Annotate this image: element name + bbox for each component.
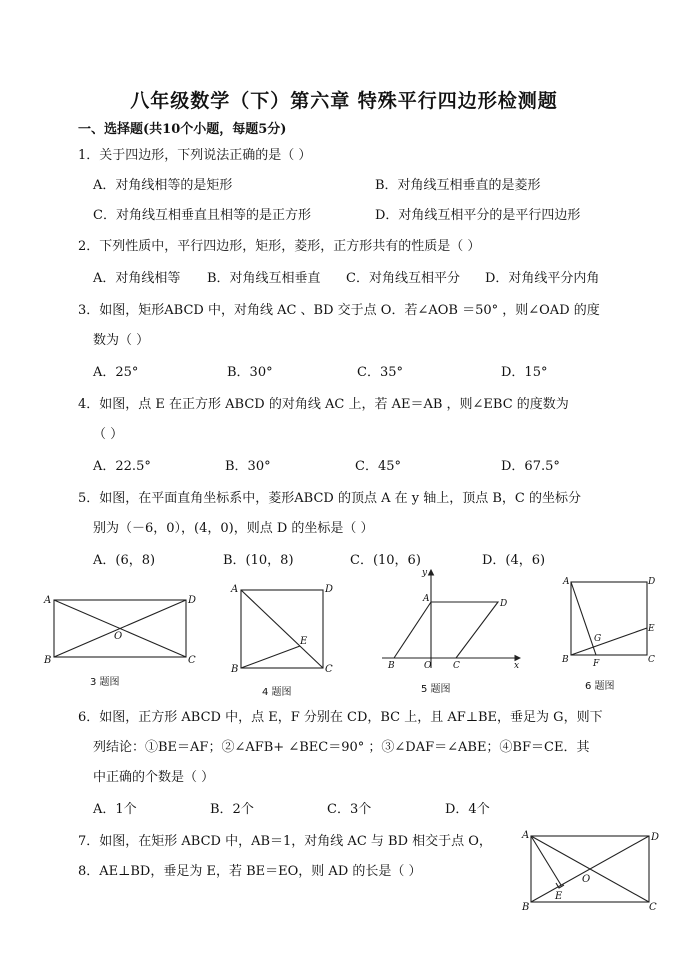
q3-option-b: B．30° — [227, 365, 273, 380]
q5-option-c: C．(10，6) — [350, 553, 421, 568]
q1-option-d: D．对角线互相平分的是平行四边形 — [375, 208, 581, 223]
q1-option-a: A．对角线相等的是矩形 — [93, 178, 233, 193]
q6-option-b: B．2个 — [210, 802, 254, 817]
q2-option-a: A．对角线相等 — [93, 271, 181, 286]
figure-5-caption: 5 题图 — [421, 684, 451, 695]
q6-option-a: A．1个 — [93, 802, 137, 817]
fig6-label-f: F — [593, 659, 600, 669]
q4-option-d: D．67.5° — [501, 459, 560, 474]
q2-stem: 2．下列性质中，平行四边形，矩形，菱形，正方形共有的性质是（ ） — [78, 239, 481, 254]
fig7-label-a: A — [522, 830, 530, 841]
fig6-label-e: E — [648, 624, 655, 634]
fig6-label-g: G — [594, 634, 602, 644]
fig6-label-a: A — [563, 577, 570, 587]
q5-stem-line2: 别为（－6，0），(4，0)，则点 D 的坐标是（ ） — [93, 521, 374, 536]
fig3-label-d: D — [188, 595, 197, 606]
figure-6-caption: 6 题图 — [585, 681, 615, 692]
q3-stem-line1: 3．如图，矩形ABCD 中，对角线 AC 、BD 交于点 O．若∠AOB ＝50° ，则∠OAD 的度 — [78, 303, 600, 318]
q2-option-b: B．对角线互相垂直 — [207, 271, 321, 286]
fig7-label-e: E — [555, 891, 563, 902]
q6-option-c: C．3个 — [327, 802, 372, 817]
fig4-label-b: B — [231, 664, 239, 675]
fig5-label-d: D — [500, 599, 508, 609]
fig3-label-b: B — [44, 655, 52, 666]
fig5-label-x: x — [514, 661, 520, 671]
fig5-label-o: O — [424, 661, 432, 671]
fig5-label-a: A — [423, 594, 430, 604]
q2-option-d: D．对角线平分内角 — [485, 271, 600, 286]
fig4-label-a: A — [231, 584, 239, 595]
q3-option-d: D．15° — [501, 365, 548, 380]
q4-stem-line2: （ ） — [93, 427, 124, 442]
figure-3-rectangle — [40, 588, 200, 668]
q6-stem-line2: 列结论：①BE＝AF；②∠AFB+ ∠BEC＝90° ；③∠DAF＝∠ABE；④BF＝CE．其 — [93, 740, 590, 755]
q4-stem-line1: 4．如图，点 E 在正方形 ABCD 的对角线 AC 上，若 AE＝AB ，则∠EBC 的度数为 — [78, 397, 569, 412]
q3-option-a: A．25° — [93, 365, 139, 380]
fig3-label-o: O — [114, 631, 123, 642]
q6-option-d: D．4个 — [445, 802, 490, 817]
fig3-label-a: A — [44, 595, 52, 606]
q3-stem-line2: 数为（ ） — [93, 333, 150, 348]
q1-stem: 1．关于四边形，下列说法正确的是（ ） — [78, 148, 312, 163]
fig4-label-c: C — [325, 664, 333, 675]
figure-7-rectangle — [515, 826, 660, 914]
figure-3-caption: 3 题图 — [90, 677, 120, 688]
q6-stem-line3: 中正确的个数是（ ） — [93, 770, 215, 785]
page-title: 八年级数学（下）第六章 特殊平行四边形检测题 — [130, 90, 558, 112]
q6-stem-line1: 6．如图，正方形 ABCD 中，点 E，F 分别在 CD，BC 上，且 AF⊥BE，垂足为 G，则下 — [78, 710, 603, 725]
fig7-label-d: D — [651, 832, 660, 843]
fig5-label-b: B — [388, 661, 395, 671]
q1-option-b: B．对角线互相垂直的是菱形 — [375, 178, 541, 193]
fig6-label-b: B — [562, 655, 569, 665]
q5-option-a: A．(6，8) — [93, 553, 156, 568]
q5-option-d: D．(4，6) — [482, 553, 546, 568]
figure-4-square — [226, 580, 336, 675]
fig4-label-e: E — [300, 636, 308, 647]
q4-option-a: A．22.5° — [93, 459, 151, 474]
q3-option-c: C．35° — [357, 365, 403, 380]
q4-option-c: C．45° — [355, 459, 401, 474]
q4-option-b: B．30° — [225, 459, 271, 474]
fig5-label-y: y — [422, 568, 428, 578]
q5-stem-line1: 5．如图，在平面直角坐标系中，菱形ABCD 的顶点 A 在 y 轴上，顶点 B，C 的坐标分 — [78, 491, 581, 506]
q5-option-b: B．(10，8) — [223, 553, 294, 568]
q2-option-c: C．对角线互相平分 — [346, 271, 460, 286]
section-heading: 一、选择题(共10个小题，每题5分) — [78, 122, 287, 137]
q1-option-c: C．对角线互相垂直且相等的是正方形 — [93, 208, 311, 223]
figure-6-square — [557, 572, 663, 670]
fig7-label-b: B — [522, 902, 530, 913]
fig5-label-c: C — [453, 661, 460, 671]
fig7-label-c: C — [649, 902, 657, 913]
q7-stem: 7．如图，在矩形 ABCD 中，AB＝1，对角线 AC 与 BD 相交于点 O， — [78, 834, 492, 849]
fig6-label-d: D — [648, 577, 656, 587]
figure-5-coordinate-rhombus — [378, 564, 528, 672]
fig7-label-o: O — [582, 874, 591, 885]
fig3-label-c: C — [188, 655, 196, 666]
fig4-label-d: D — [325, 584, 334, 595]
fig6-label-c: C — [648, 655, 655, 665]
figure-4-caption: 4 题图 — [262, 687, 292, 698]
q8-stem: 8．AE⊥BD，垂足为 E，若 BE＝EO，则 AD 的长是（ ） — [78, 864, 422, 879]
